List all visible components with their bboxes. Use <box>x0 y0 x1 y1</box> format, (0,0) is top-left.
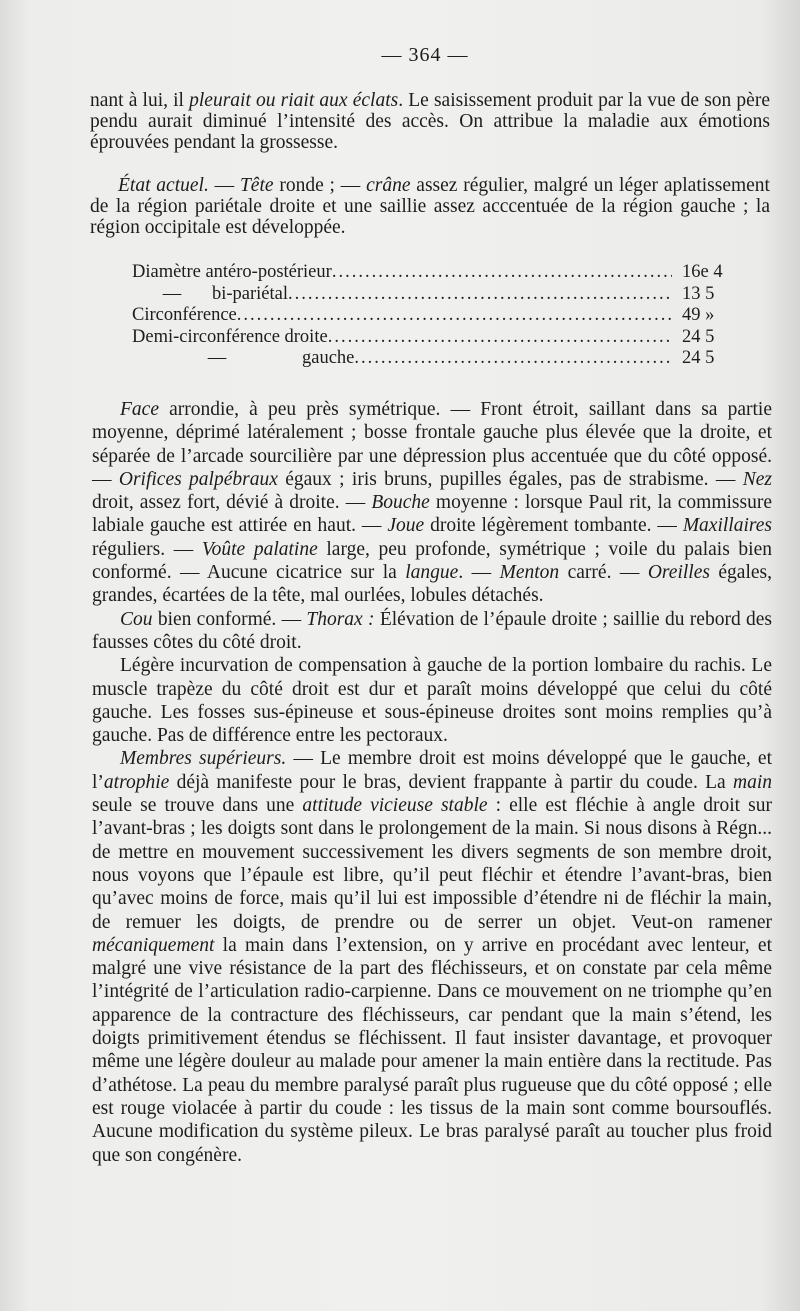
intro-emphasis: pleurait ou riait aux éclats <box>189 90 399 111</box>
membres-paragraph: Membres supérieurs. — Le membre droit est moins développé que le gauche, et l’atrophie déjà manifeste pour le bras, devient frappante à partir du coude. La main seule se trouve dans une attitude vicieuse stable : elle est fléchie à angle droit sur l’avant-bras ; les doigts sont dans le prolongement de la main. Si nous disons à Régn... de mettre en mouvement successivement les divers segments de son membre droit, nous voyons que l’épaule est libre, qu’il peut fléchir et étendre l’avant-bras, bien qu’avec moins de force, mais qu’il lui est impossible d’étendre ni de fléchir la main, de remuer les doigts, de prendre ou de serrer un objet. Veut-on ramener mécaniquement la main dans l’extension, on y arrive en procédant avec lenteur, et malgré une vive résistance de la part des fléchisseurs, et on constate par cela même l’intégrité de l’articulation radio-carpienne. Dans ce mouvement on ne triomphe qu’en apparence de la contracture des fléchisseurs, car pendant que la main s’étend, les doigts primitivement étendus se fléchissent. Il faut insister davantage, et provoquer même une légère douleur au malade pour amener la main entière dans la rectitude. Pas d’athétose. La peau du membre paralysé paraît plus rugueuse que du côté opposé ; elle est rouge violacée à partir du coude : les tissus de la main sont comme boursouflés. Aucune modification du système pileux. Le bras paralysé paraît au toucher plus froid que son congénère. <box>92 748 772 1166</box>
measure-row <box>132 348 742 370</box>
face-paragraph: Face arrondie, à peu près symétrique. — Front étroit, saillant dans sa partie moyenne, déprimé latéralement ; bosse frontale gauche plus élevée que la droite, et séparée de l’arcade sourcilière par une dépression plus accentuée que du côté opposé. — Orifices palpébraux égaux ; iris bruns, pupilles égales, pas de strabisme. — Nez droit, assez fort, dévié à droite. — Bouche moyenne : lorsque Paul rit, la commissure labiale gauche est attirée en haut. — Joue droite légèrement tombante. — Maxillaires réguliers. — Voûte palatine large, peu profonde, symétrique ; voile du palais bien conformé. — Aucune cicatrice sur la langue. — Menton carré. — Oreilles égales, grandes, écartées de la tête, mal ourlées, lobules détachés. <box>92 399 772 607</box>
measurements-table <box>132 262 742 370</box>
measure-label: — gauche <box>207 348 355 368</box>
etat-actuel-paragraph <box>90 175 770 238</box>
tete-label: Tête <box>239 175 274 196</box>
tete-text: ronde ; — <box>273 175 367 196</box>
measure-label: — bi-pariétal <box>162 283 289 304</box>
measure-row <box>132 284 742 306</box>
leader-dots <box>332 262 672 284</box>
incurvation-paragraph: Légère incurvation de compensation à gauche de la portion lombaire du rachis. Le muscle trapèze du côté droit est dur et paraît moins développé que celui du côté gauche. Les fosses sus-épineuse et sous-épineuse droites sont moins remplies qu’à gauche. Pas de différence entre les pectoraux. <box>92 655 772 747</box>
measure-row <box>132 305 742 327</box>
leader-dots <box>328 327 672 349</box>
crane-label: crâne <box>366 175 411 196</box>
page-number: — 364 — <box>381 44 469 66</box>
measure-label: Diamètre antéro-postérieur <box>132 262 332 282</box>
measure-value: 16e 4 <box>682 262 723 282</box>
measure-label: Demi-circonférence droite <box>132 326 328 347</box>
leader-dots <box>288 284 672 306</box>
measure-label: Circonférence <box>132 305 237 325</box>
intro-text: nant à lui, il <box>90 90 190 111</box>
measure-value: 13 5 <box>682 283 715 304</box>
crane-text: assez régulier, malgré un léger aplatissement de la région pariétale droite et une saillie assez acccentuée de la région gauche ; la région occipitale est développée. <box>90 175 770 238</box>
measure-value: 24 5 <box>682 348 715 368</box>
etat-label: État actuel. <box>118 175 209 196</box>
measure-value: 24 5 <box>682 326 715 347</box>
intro-text-end: . Le saisissement produit par la vue de son père pendu aurait diminué l’intensité des accès. On attribue la maladie aux émotions éprouvées pendant la grossesse. <box>90 90 770 153</box>
leader-dots <box>354 348 672 370</box>
cou-paragraph: Cou bien conformé. — Thorax : Élévation de l’épaule droite ; saillie du rebord des fausses côtes du côté droit. <box>92 608 772 653</box>
intro-paragraph <box>90 90 770 153</box>
etat-sep: — <box>208 175 240 196</box>
measure-row <box>132 327 742 349</box>
body-text <box>92 398 772 1167</box>
leader-dots <box>237 305 672 327</box>
measure-row <box>132 262 742 284</box>
measure-value: 49 » <box>682 305 715 325</box>
